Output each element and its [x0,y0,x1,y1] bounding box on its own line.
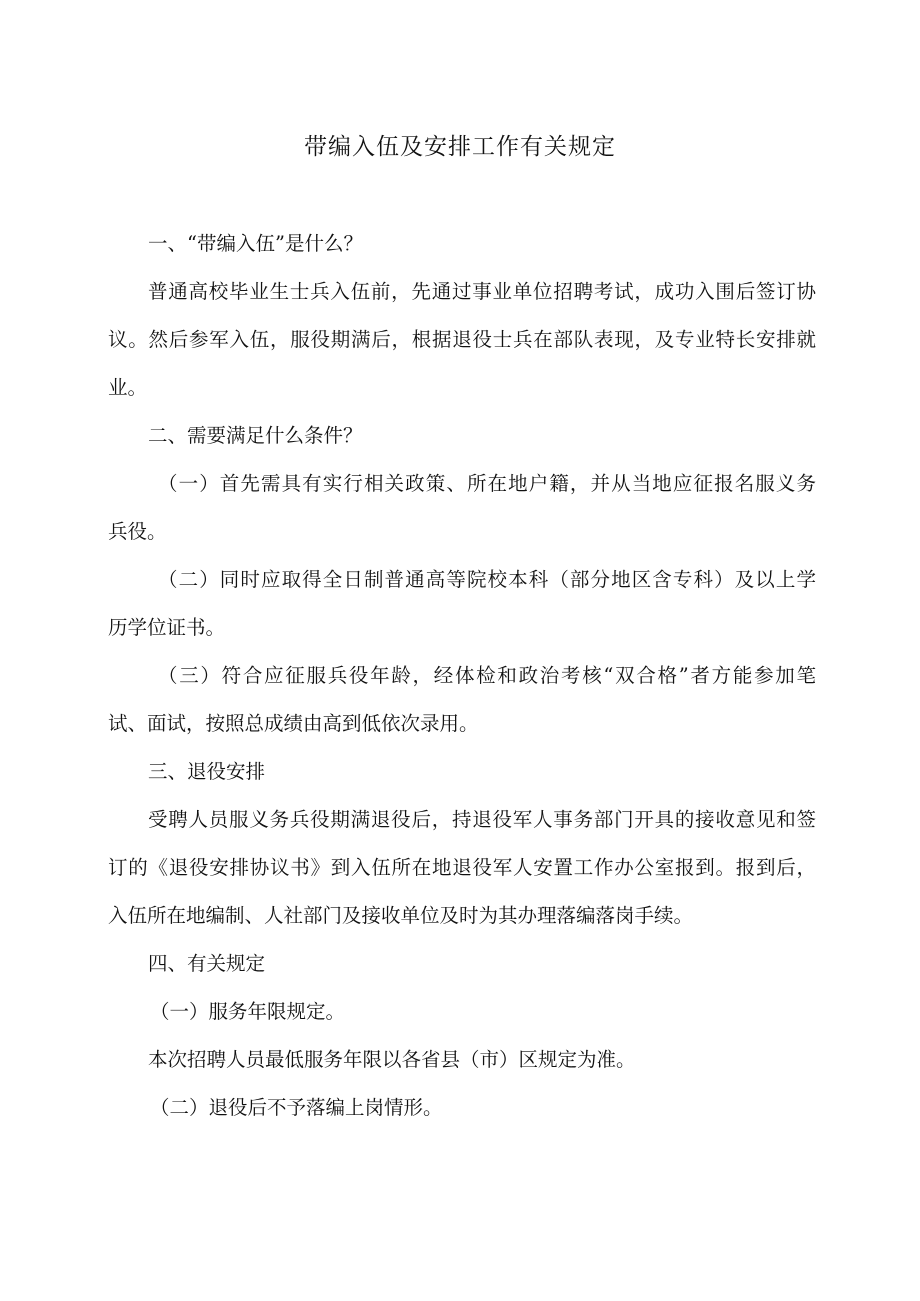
paragraph-line: 兵役。 [108,520,167,543]
section-heading-2: 二、需要满足什么条件？ [148,424,363,447]
section-heading-3: 三、退役安排 [148,760,266,783]
paragraph-line: 入伍所在地编制、人社部门及接收单位及时为其办理落编落岗手续。 [108,904,694,927]
paragraph-line: （三）符合应征服兵役年龄，经体检和政治考核“双合格”者方能参加笔 [158,664,816,687]
paragraph-line: （二）同时应取得全日制普通高等院校本科（部分地区含专科）及以上学 [158,568,816,591]
subsection-heading: （二）退役后不予落编上岗情形。 [150,1096,443,1119]
paragraph-line: 议。然后参军入伍，服役期满后，根据退役士兵在部队表现，及专业特长安排就 [108,328,816,351]
paragraph-line: （一）首先需具有实行相关政策、所在地户籍，并从当地应征报名服义务 [158,472,816,495]
paragraph-line: 业。 [108,376,148,399]
paragraph-line: 受聘人员服义务兵役期满退役后，持退役军人事务部门开具的接收意见和签 [148,808,816,831]
paragraph-line: 试、面试，按照总成绩由高到低依次录用。 [108,712,479,735]
document-title: 带编入伍及安排工作有关规定 [304,134,616,160]
paragraph-line: 订的《退役安排协议书》到入伍所在地退役军人安置工作办公室报到。报到后， [108,856,816,879]
paragraph-line: 本次招聘人员最低服务年限以各省县（市）区规定为准。 [148,1048,636,1071]
section-heading-4: 四、有关规定 [148,952,266,975]
section-heading-1: 一、“带编入伍”是什么？ [148,232,363,255]
paragraph-line: 历学位证书。 [108,616,226,639]
subsection-heading: （一）服务年限规定。 [150,1000,346,1023]
paragraph-line: 普通高校毕业生士兵入伍前，先通过事业单位招聘考试，成功入围后签订协 [148,280,816,303]
